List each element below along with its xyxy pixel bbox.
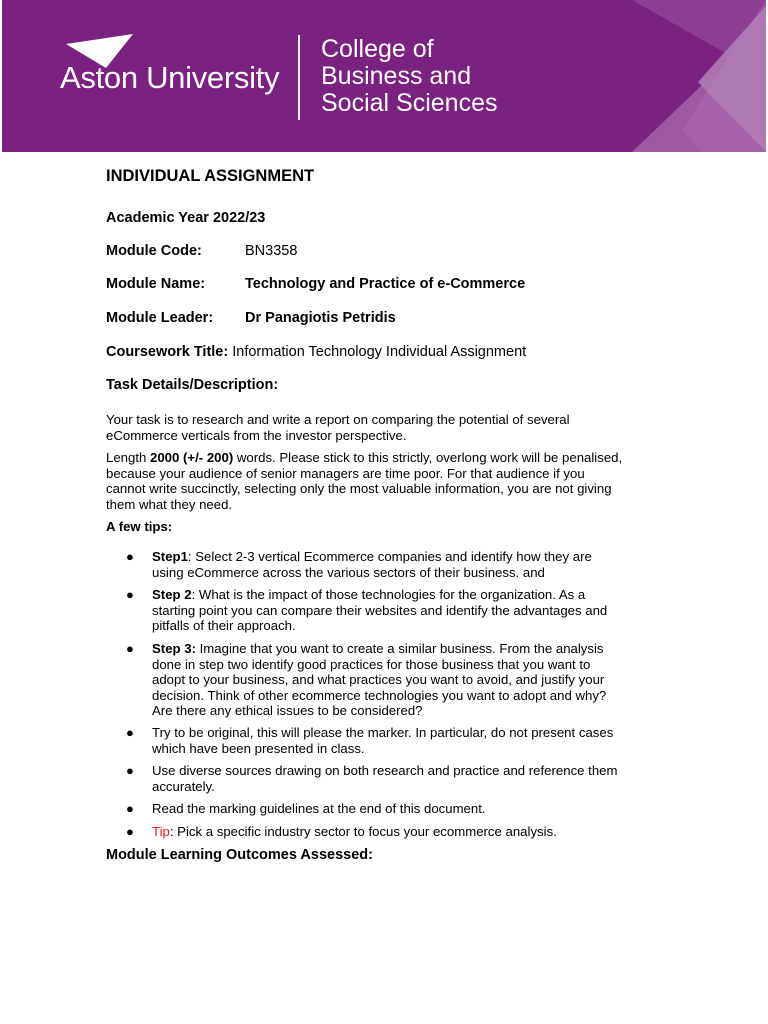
bullet-icon: ●: [126, 641, 134, 656]
college-name: [321, 36, 581, 117]
tip-lead: Step1: [152, 549, 188, 564]
list-item: [106, 725, 626, 756]
module-name-row: [106, 276, 526, 292]
module-leader-value: Dr Panagiotis Petridis: [245, 310, 396, 326]
tip-red-label: Tip: [152, 824, 170, 839]
length-rest: words. Please stick to this strictly, overlong work will be penalised, because your audience of senior managers are time poor. For that audience if you cannot write succinctly, selecting only the most valuable information, you are not giving them what they need.: [106, 450, 623, 512]
tip-text: : Select 2-3 vertical Ecommerce companies and identify how they are using eCommerce across the various sectors of their business. and: [152, 549, 592, 580]
bullet-icon: ●: [126, 801, 134, 816]
intro-paragraph: Your task is to research and write a report on comparing the potential of several eCommerce verticals from the investor perspective.: [106, 412, 570, 443]
bullet-icon: ●: [126, 587, 134, 602]
header-banner: [2, 0, 766, 152]
module-leader-label: Module Leader:: [106, 310, 214, 326]
list-item: [106, 587, 626, 634]
list-item: [106, 641, 626, 719]
coursework-title-label: Coursework Title:: [106, 344, 229, 360]
task-heading: Task Details/Description:: [106, 377, 279, 393]
module-code-label: Module Code:: [106, 243, 202, 259]
tip-text: : Pick a specific industry sector to focus your ecommerce analysis.: [169, 824, 557, 839]
college-line-1: College of: [321, 35, 434, 63]
list-item: [106, 801, 626, 817]
tip-text: Read the marking guidelines at the end of this document.: [152, 801, 486, 816]
outcomes-heading: Module Learning Outcomes Assessed:: [106, 847, 373, 863]
bullet-icon: ●: [126, 763, 134, 778]
tip-text: : What is the impact of those technologies for the organization. As a starting point you can compare their websites and identify the advantages and pitfalls of their approach.: [152, 587, 608, 633]
tip-text: Imagine that you want to create a similar business. From the analysis done in step two identify good practices for those business that you want to adopt to your business, and what practices you want to avoid, and justify your decision. Think of other ecommerce technologies you want to adopt and why? Are there any ethical issues to be considered?: [152, 641, 607, 718]
coursework-title-row: [106, 344, 526, 360]
tip-lead: Step 3:: [152, 641, 196, 656]
length-paragraph: [106, 450, 626, 512]
header-divider: [298, 35, 300, 120]
document-title: INDIVIDUAL ASSIGNMENT: [106, 167, 315, 185]
module-name-value: Technology and Practice of e-Commerce: [245, 276, 526, 292]
module-code-value: BN3358: [245, 243, 298, 259]
coursework-title-value: Information Technology Individual Assignment: [228, 344, 527, 360]
bullet-icon: ●: [126, 725, 134, 740]
tip-text: Use diverse sources drawing on both research and practice and reference them accurately.: [152, 763, 618, 794]
academic-year: Academic Year 2022/23: [106, 210, 266, 226]
tip-text: Try to be original, this will please the marker. In particular, do not present cases which have been presented in class.: [152, 725, 614, 756]
list-item: [106, 763, 626, 794]
college-line-2: Business and: [321, 62, 472, 90]
length-prefix: Length: [106, 450, 150, 465]
module-leader-row: [106, 310, 396, 326]
tips-heading: A few tips:: [106, 519, 173, 534]
module-code-row: [106, 243, 298, 259]
bullet-icon: ●: [126, 824, 134, 839]
list-item: [106, 549, 626, 580]
list-item: [106, 824, 626, 840]
university-name: Aston University: [60, 60, 280, 95]
word-count: 2000 (+/- 200): [150, 450, 234, 465]
tip-lead: Step 2: [152, 587, 192, 602]
module-name-label: Module Name:: [106, 276, 206, 292]
college-line-3: Social Sciences: [321, 89, 498, 117]
bullet-icon: ●: [126, 549, 134, 564]
